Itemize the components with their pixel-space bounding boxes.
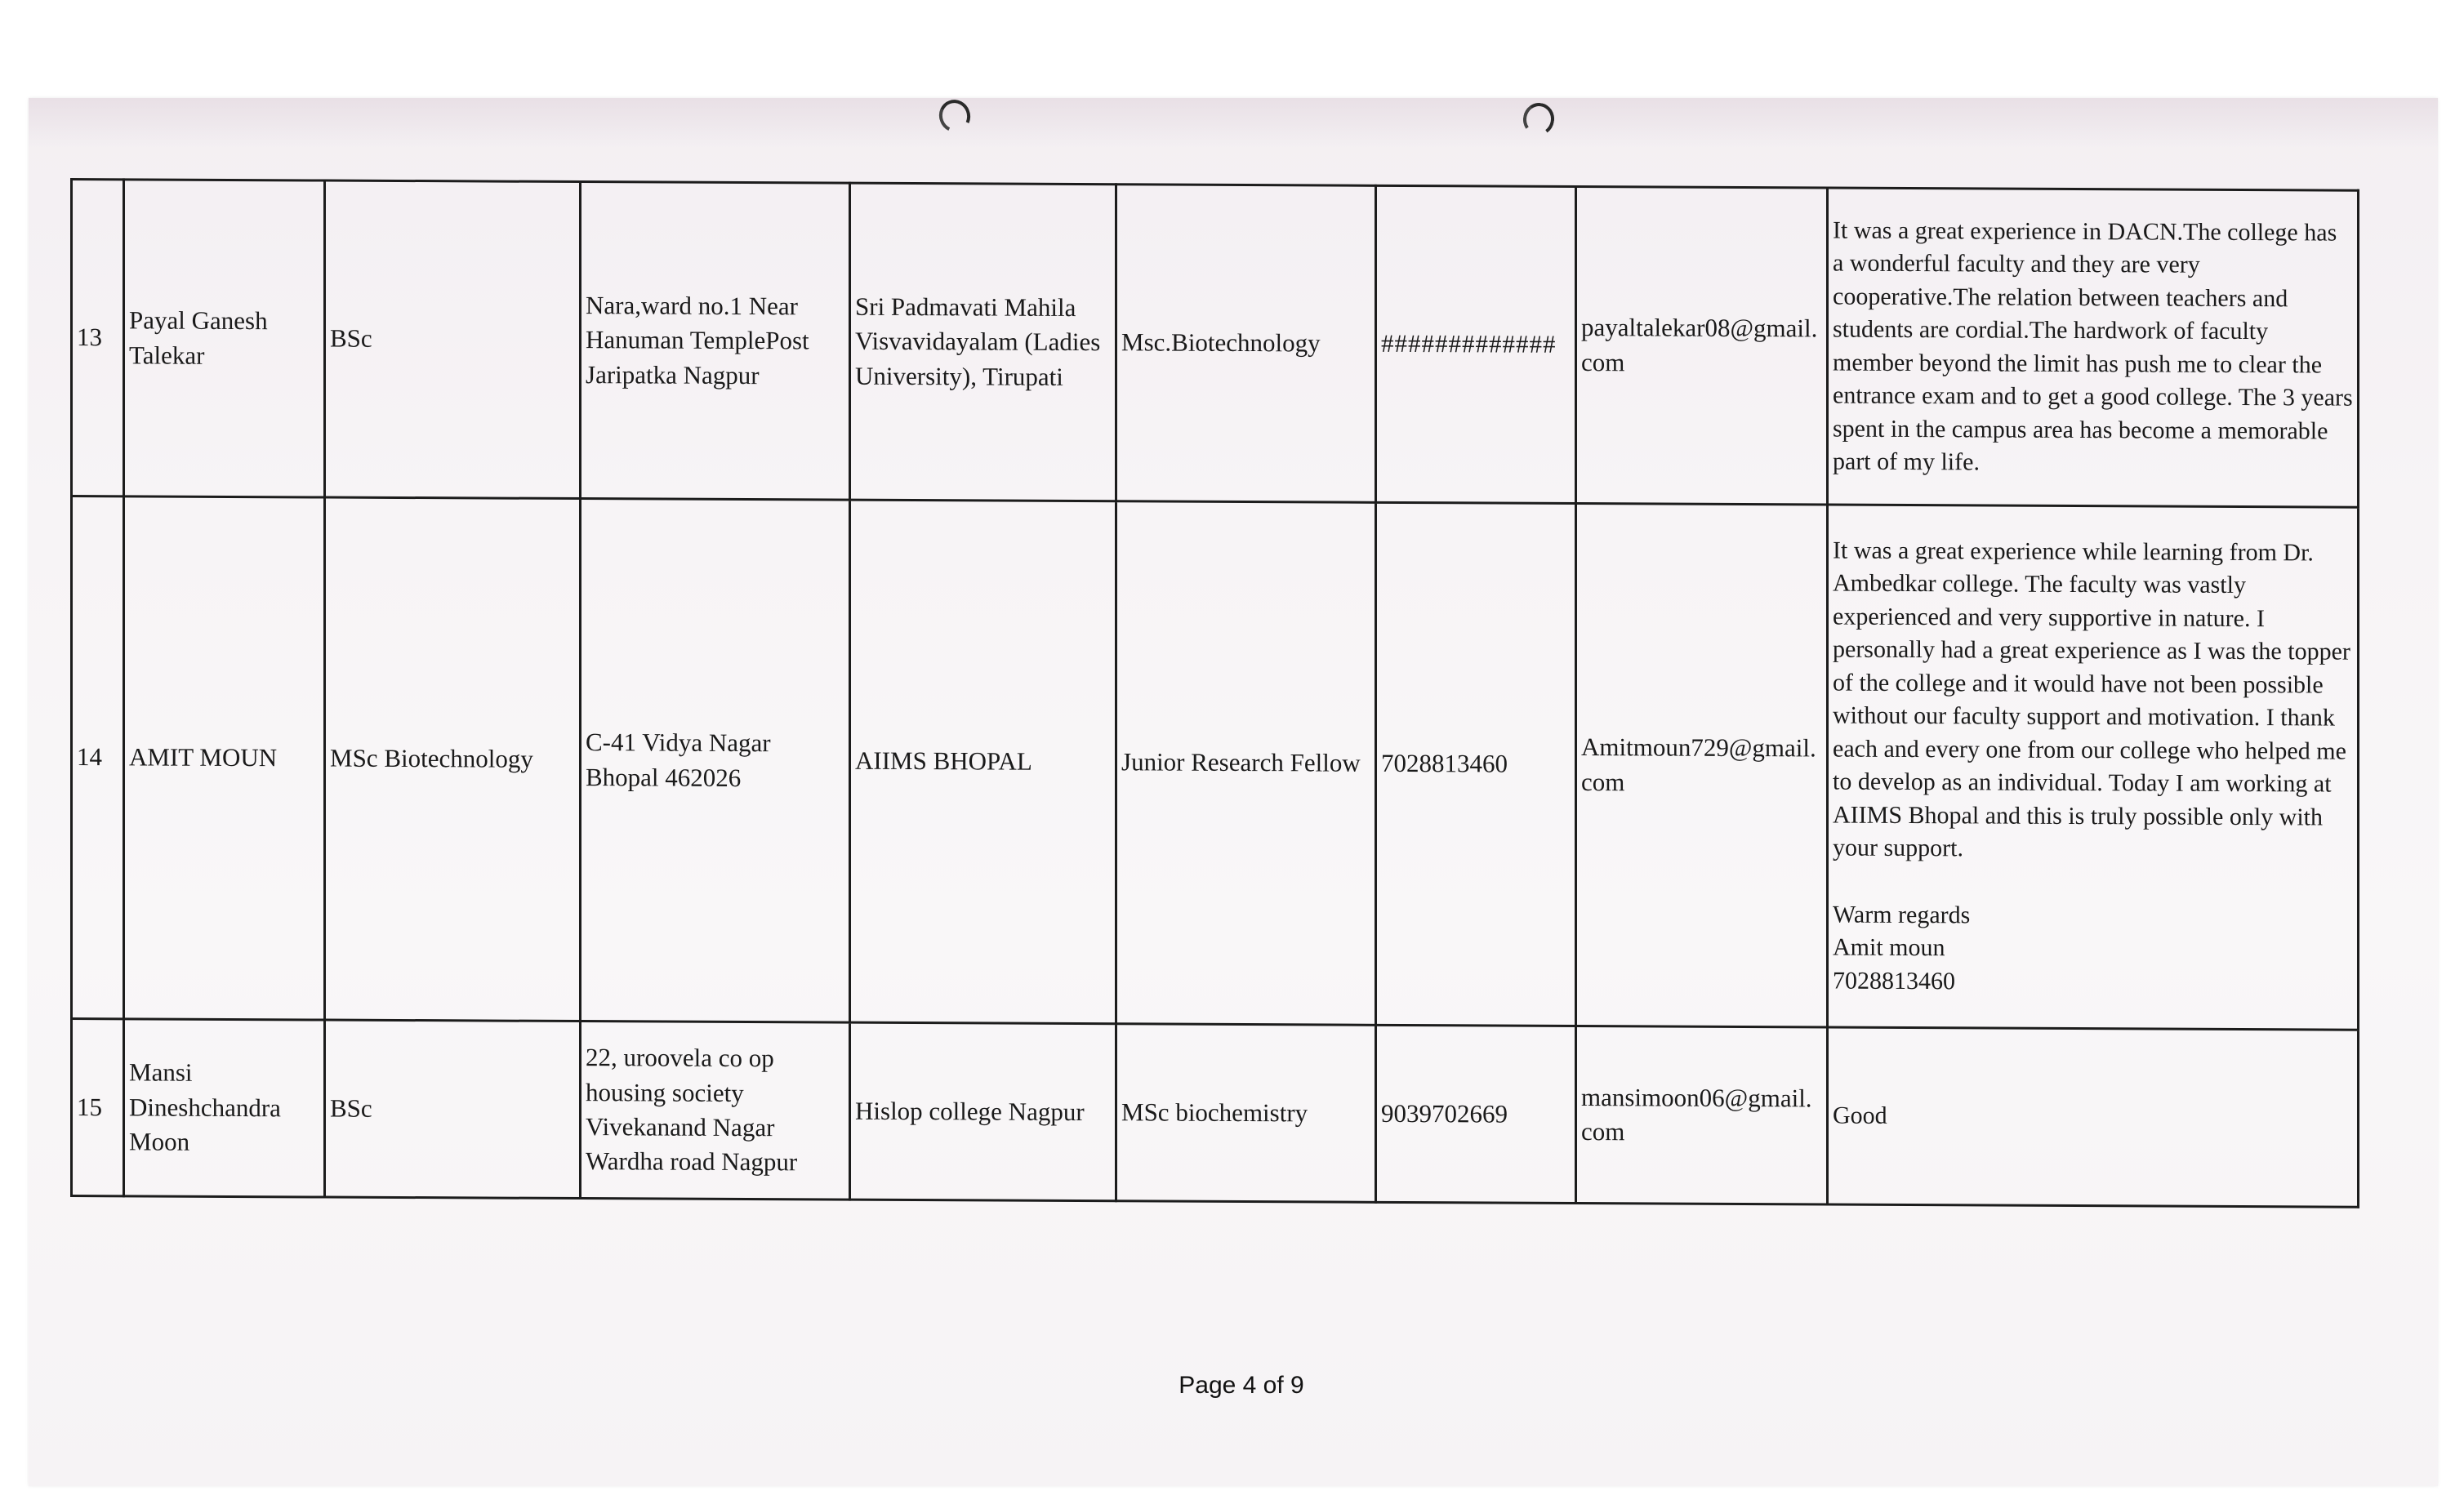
feedback-cell: Good <box>1828 1027 2359 1207</box>
qualification-cell: MSc Biotechnology <box>325 497 581 1022</box>
alumni-table <box>70 178 2359 1208</box>
course-cell: MSc biochemistry <box>1116 1024 1376 1203</box>
qualification-cell: BSc <box>325 180 581 499</box>
institution-cell: Sri Padmavati Mahila Visvavidayalam (Ladies University), Tirupati <box>850 183 1116 501</box>
feedback-signoff-name: Amit moun <box>1833 933 1945 962</box>
table-row <box>72 180 2359 508</box>
feedback-body: It was a great experience while learning from Dr. Ambedkar college. The faculty was vastly experienced and very supportive in nature. I personally had a great experience as I was the topper of the college and it would have not been possible without our faculty support and motivation. I thank each and every one from our college who helped me to develop as an individual. Today I am working at AIIMS Bhopal and this is truly possible only with your support. <box>1833 536 2350 862</box>
address-cell: Nara,ward no.1 Near Hanuman TemplePost Jaripatka Nagpur <box>581 182 850 501</box>
contact-cell: 7028813460 <box>1376 502 1576 1026</box>
institution-cell: AIIMS BHOPAL <box>850 500 1116 1024</box>
course-cell: Msc.Biotechnology <box>1116 185 1376 503</box>
qualification-cell: BSc <box>325 1020 581 1199</box>
email-cell: mansimoon06@gmail.com <box>1576 1026 1828 1205</box>
feedback-cell: It was a great experience in DACN.The college has a wonderful faculty and they are very cooperative.The relation between teachers and students are cordial.The hardwork of faculty member beyond the limit has push me to clear the entrance exam and to get a good college. The 3 years spent in the campus area has become a memorable part of my life. <box>1828 188 2359 507</box>
table-row <box>72 1019 2359 1208</box>
name-cell: Payal Ganesh Talekar <box>124 180 325 497</box>
name-cell: Mansi Dineshchandra Moon <box>124 1019 325 1197</box>
sr-no-cell: 13 <box>72 180 124 496</box>
contact-cell: 9039702669 <box>1376 1025 1576 1203</box>
address-cell: 22, uroovela co op housing society Vivekanand Nagar Wardha road Nagpur <box>581 1022 850 1200</box>
email-cell: payaltalekar08@gmail.com <box>1576 187 1828 505</box>
name-cell: AMIT MOUN <box>124 496 325 1020</box>
feedback-signoff-phone: 7028813460 <box>1833 967 1955 995</box>
table-row <box>72 496 2359 1030</box>
course-cell: Junior Research Fellow <box>1116 501 1376 1026</box>
email-cell: Amitmoun729@gmail.com <box>1576 504 1828 1028</box>
feedback-closing: Warm regards <box>1833 901 1971 929</box>
contact-cell: ############# <box>1376 185 1576 503</box>
feedback-cell <box>1828 505 2359 1030</box>
page-number: Page 4 of 9 <box>1179 1372 1304 1399</box>
institution-cell: Hislop college Nagpur <box>850 1022 1116 1201</box>
feedback-spacer <box>1833 865 2353 901</box>
address-cell: C-41 Vidya Nagar Bhopal 462026 <box>581 499 850 1023</box>
sr-no-cell: 14 <box>72 496 124 1019</box>
sr-no-cell: 15 <box>72 1019 124 1196</box>
